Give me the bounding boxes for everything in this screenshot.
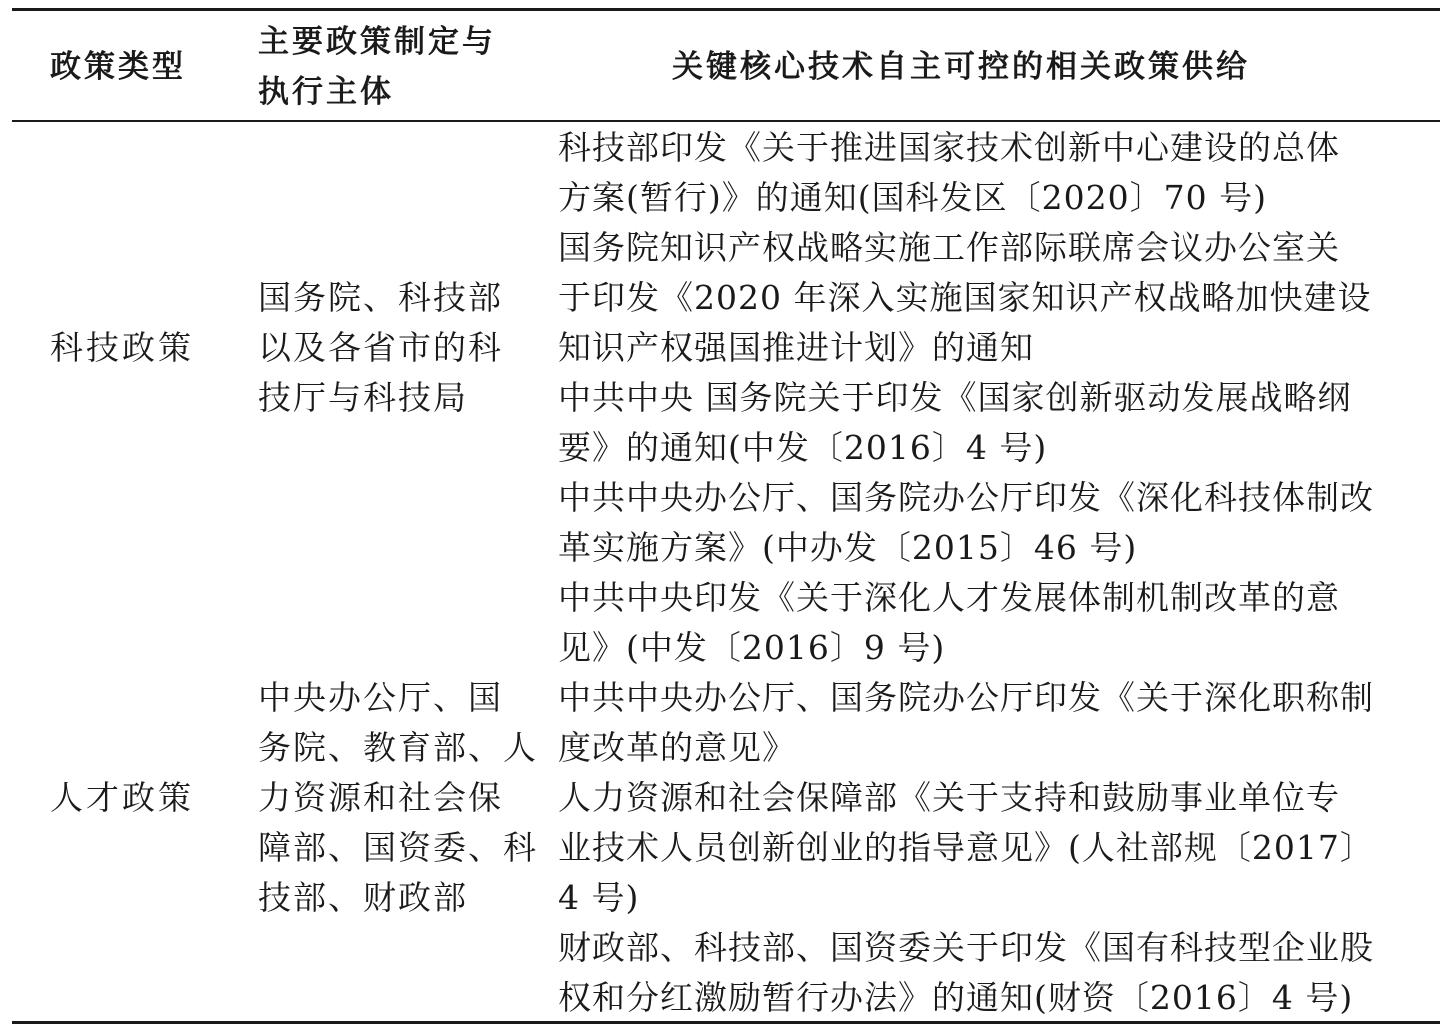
policy-line: 要》的通知(中发〔2016〕4 号) <box>558 428 1048 467</box>
header-policy-body <box>258 18 496 118</box>
policy-line: 知识产权强国推进计划》的通知 <box>558 328 1034 367</box>
policy-line: 人力资源和社会保障部《关于支持和鼓励事业单位专 <box>558 778 1340 817</box>
section-talent-body-line: 障部、国资委、科 <box>258 828 538 867</box>
section-tech-body-line: 以及各省市的科 <box>258 328 503 367</box>
table-top-rule <box>12 8 1440 11</box>
policy-line: 权和分红激励暂行办法》的通知(财资〔2016〕4 号) <box>558 978 1354 1017</box>
header-policy-type: 政策类型 <box>50 49 186 85</box>
section-tech-policies <box>558 123 1374 573</box>
header-policy-supply: 关键核心技术自主可控的相关政策供给 <box>672 49 1250 85</box>
table-header-rule <box>12 120 1440 122</box>
header-policy-body-line-1: 主要政策制定与 <box>258 24 496 60</box>
section-tech-body-line: 技厅与科技局 <box>258 378 468 417</box>
section-tech-body <box>258 273 503 423</box>
section-talent-type: 人才政策 <box>50 778 194 817</box>
section-talent-body-line: 技部、财政部 <box>258 878 468 917</box>
section-talent-body <box>258 673 538 923</box>
policy-line: 4 号) <box>558 878 640 917</box>
policy-line: 科技部印发《关于推进国家技术创新中心建设的总体 <box>558 128 1340 167</box>
section-talent-policies <box>558 573 1374 1023</box>
section-talent-body-line: 力资源和社会保 <box>258 778 503 817</box>
policy-line: 革实施方案》(中办发〔2015〕46 号) <box>558 528 1138 567</box>
policy-line: 见》(中发〔2016〕9 号) <box>558 628 946 667</box>
section-tech-type: 科技政策 <box>50 328 194 367</box>
section-tech-body-line: 国务院、科技部 <box>258 278 503 317</box>
table-bottom-rule <box>12 1021 1440 1024</box>
policy-line: 中共中央办公厅、国务院办公厅印发《深化科技体制改 <box>558 478 1374 517</box>
policy-line: 中共中央 国务院关于印发《国家创新驱动发展战略纲 <box>558 378 1352 417</box>
policy-line: 财政部、科技部、国资委关于印发《国有科技型企业股 <box>558 928 1374 967</box>
section-talent-body-line: 务院、教育部、人 <box>258 728 538 767</box>
section-talent-body-line: 中央办公厅、国 <box>258 678 503 717</box>
policy-line: 业技术人员创新创业的指导意见》(人社部规〔2017〕 <box>558 828 1374 867</box>
header-policy-body-line-2: 执行主体 <box>258 74 394 110</box>
policy-line: 于印发《2020 年深入实施国家知识产权战略加快建设 <box>558 278 1372 317</box>
policy-line: 中共中央办公厅、国务院办公厅印发《关于深化职称制 <box>558 678 1374 717</box>
policy-line: 度改革的意见》 <box>558 728 796 767</box>
policy-line: 方案(暂行)》的通知(国科发区〔2020〕70 号) <box>558 178 1267 217</box>
policy-line: 中共中央印发《关于深化人才发展体制机制改革的意 <box>558 578 1340 617</box>
policy-line: 国务院知识产权战略实施工作部际联席会议办公室关 <box>558 228 1340 267</box>
